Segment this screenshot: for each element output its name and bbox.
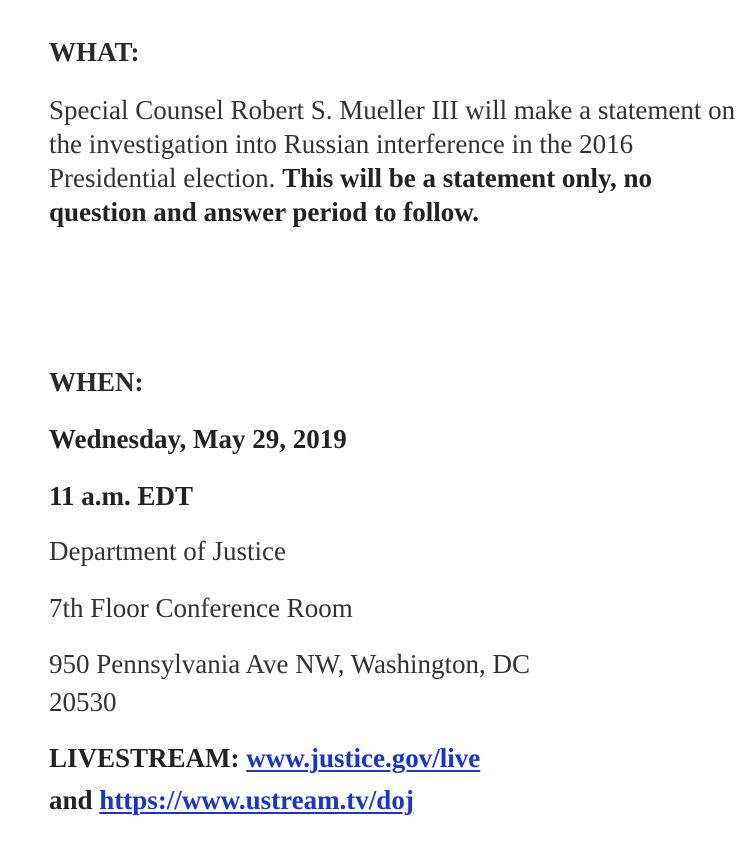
event-time: 11 a.m. EDT (49, 481, 194, 511)
location-room: 7th Floor Conference Room (49, 593, 353, 623)
livestream-line-2 (49, 783, 414, 817)
justice-live-link[interactable]: www.justice.gov/live (246, 743, 481, 773)
ustream-link[interactable]: https://www.ustream.tv/doj (99, 785, 414, 815)
what-heading: WHAT: (49, 37, 140, 67)
event-date: Wednesday, May 29, 2019 (49, 424, 347, 454)
when-heading: WHEN: (49, 367, 144, 397)
what-body (49, 93, 739, 229)
address-line-2: 20530 (49, 687, 117, 717)
livestream-line (49, 741, 480, 775)
location-name: Department of Justice (49, 536, 286, 566)
what-statement-text: Special Counsel Robert S. Mueller III will make a statement on the investigation into Russian interference in the 2016 Presidential election. (49, 95, 736, 193)
livestream-label: LIVESTREAM: (49, 743, 240, 773)
what-statement-note: This will be a statement only, no question and answer period to follow. (49, 163, 652, 227)
livestream-and: and (49, 785, 93, 815)
address-line-1: 950 Pennsylvania Ave NW, Washington, DC (49, 649, 531, 679)
